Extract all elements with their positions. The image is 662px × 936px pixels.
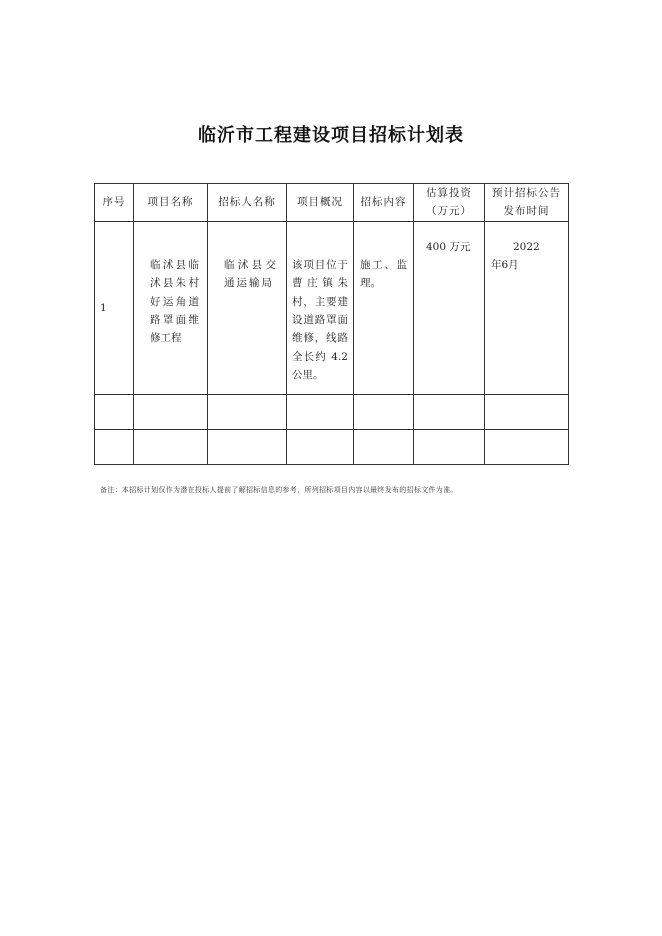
header-investment: 估算投资（万元） xyxy=(414,184,485,222)
header-announce-time: 预计招标公告发布时间 xyxy=(485,184,569,222)
table-row xyxy=(95,221,569,394)
cell-seq: 1 xyxy=(95,221,134,394)
investment-text: 400 万元 xyxy=(426,240,471,253)
cell-overview xyxy=(287,221,354,394)
tenderer-text: 临沭县交通运输局 xyxy=(224,258,278,290)
table-row-empty xyxy=(95,429,569,464)
header-content: 招标内容 xyxy=(354,184,414,222)
cell-project-name xyxy=(134,221,208,394)
tender-plan-table xyxy=(94,183,569,465)
header-seq: 序号 xyxy=(95,184,134,222)
footnote: 备注：本招标计划仅作为潜在投标人提前了解招标信息的参考，所列招标项目内容以最终发布的招标文件为准。 xyxy=(100,486,458,494)
content-text: 施工、监理。 xyxy=(360,258,407,290)
table-row-empty xyxy=(95,394,569,429)
cell-content xyxy=(354,221,414,394)
header-overview: 项目概况 xyxy=(287,184,354,222)
cell-investment xyxy=(414,221,485,394)
announce-time-text: 2022 年6月 xyxy=(491,240,540,272)
header-project-name: 项目名称 xyxy=(134,184,208,222)
page-title: 临沂市工程建设项目招标计划表 xyxy=(198,125,464,146)
cell-tenderer xyxy=(208,221,287,394)
overview-text: 该项目位于曹庄镇朱村，主要建设道路罩面维修，线路全长约 4.2 公里。 xyxy=(292,258,348,381)
table-header-row xyxy=(95,184,569,222)
cell-announce-time xyxy=(485,221,569,394)
project-name-text: 临沭县临沭县朱村好运角道路罩面维修工程 xyxy=(150,258,199,345)
header-tenderer: 招标人名称 xyxy=(208,184,287,222)
